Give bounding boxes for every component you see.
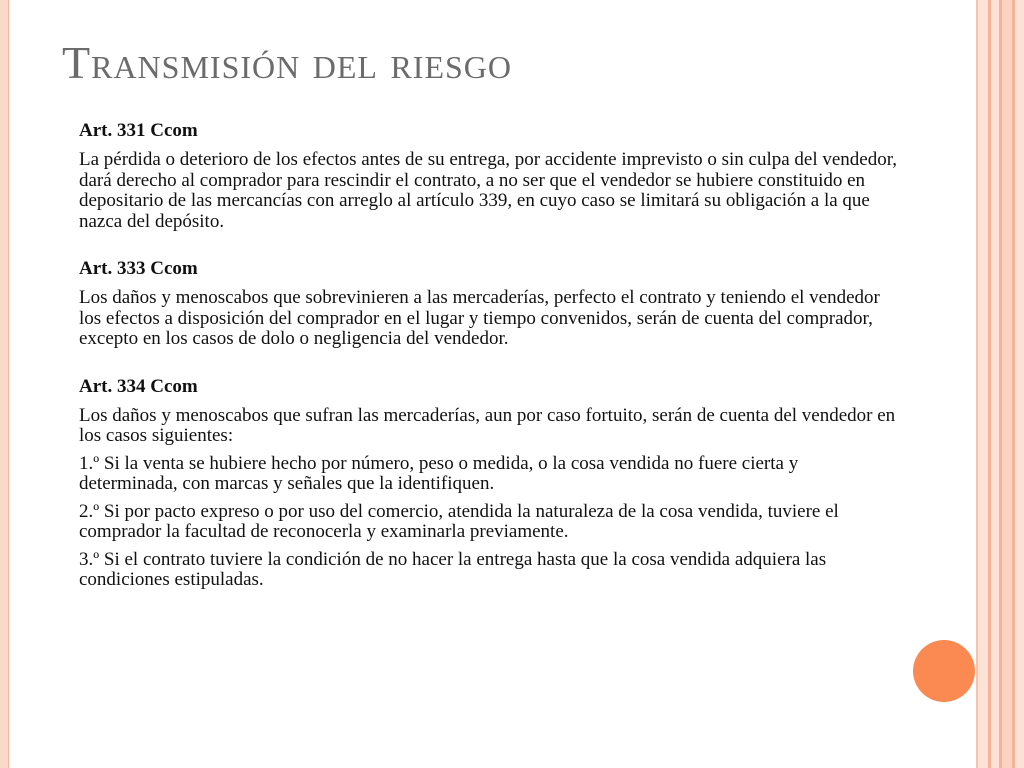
article-333 (79, 258, 899, 350)
article-heading: Art. 331 Ccom (79, 120, 198, 141)
stripe (991, 0, 999, 768)
article-heading: Art. 333 Ccom (79, 258, 198, 279)
stripe (978, 0, 988, 768)
article-paragraph: La pérdida o deterioro de los efectos antes de su entrega, por accidente imprevisto o sin culpa del vendedor, dará derecho al comprador para rescindir el contrato, a no ser que el vendedor se hubiere constituido en depositario de las mercancías con arreglo al artículo 339, en cuyo caso se limitará su obligación a la que nazca del depósito. (79, 149, 898, 232)
article-list-item: 1.º Si la venta se hubiere hecho por número, peso o medida, o la cosa vendida no fuere cierta y determinada, con marcas y señales que la identifiquen. (79, 452, 799, 494)
slide-content (79, 120, 899, 617)
article-list-item: 2.º Si por pacto expreso o por uso del comercio, atendida la naturaleza de la cosa vendida, tuviere el comprador la facultad de reconocerla y examinarla previamente. (79, 500, 839, 542)
slide-title: Transmisión del riesgo (62, 37, 513, 88)
article-paragraph: Los daños y menoscabos que sobrevinieren a las mercaderías, perfecto el contrato y teniendo el vendedor los efectos a disposición del comprador en el lugar y tiempo convenidos, serán de cuenta del comprador, excepto en los casos de dolo o negligencia del vendedor. (79, 287, 880, 349)
article-heading: Art. 334 Ccom (79, 375, 198, 397)
article-list-item: 3.º Si el contrato tuviere la condición de no hacer la entrega hasta que la cosa vendida adquiera las condiciones estipuladas. (79, 548, 827, 590)
article-paragraph: Los daños y menoscabos que sufran las mercaderías, aun por caso fortuito, serán de cuenta del vendedor en los casos siguientes: (79, 404, 896, 446)
article-334 (79, 376, 899, 591)
left-edge-decoration (0, 0, 9, 768)
stripe (1015, 0, 1024, 768)
orange-circle-decoration (913, 640, 975, 702)
stripe (1002, 0, 1012, 768)
article-331 (79, 120, 899, 232)
right-stripes-decoration (976, 0, 1024, 768)
